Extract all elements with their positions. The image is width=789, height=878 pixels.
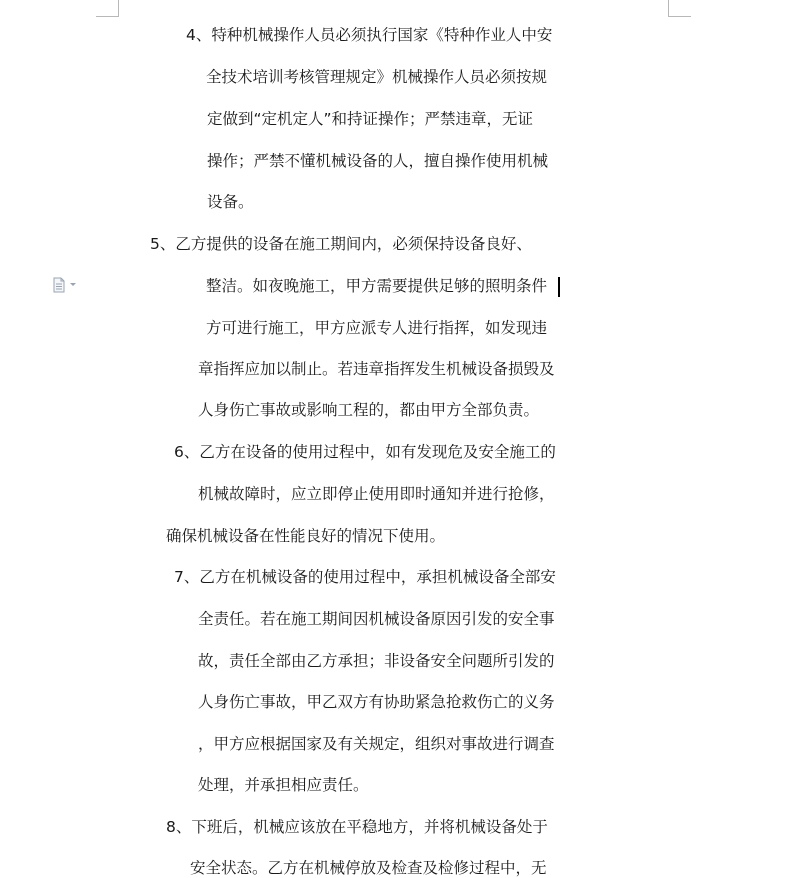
text-line: 故，责任全部由乙方承担；非设备安全问题所引发的 [198,652,555,670]
text-line: 人身伤亡事故或影响工程的，都由甲方全部负责。 [198,401,540,419]
margin-corner-top-right [668,0,691,17]
text-line: 5、乙方提供的设备在施工期间内，必须保持设备良好、 [150,235,532,253]
text-line: 全责任。若在施工期间因机械设备原因引发的安全事 [198,610,555,628]
text-line: 6、乙方在设备的使用过程中，如有发现危及安全施工的 [174,443,556,461]
text-line: 确保机械设备在性能良好的情况下使用。 [166,527,446,545]
margin-corner-top-left [96,0,119,17]
text-line: 全技术培训考核管理规定》机械操作人员必须按规 [206,68,548,86]
text-line: 机械故障时，应立即停止使用即时通知并进行抢修， [198,485,555,503]
paragraph-anchor-icon[interactable] [52,277,80,293]
text-line: 操作；严禁不懂机械设备的人，擅自操作使用机械 [207,152,549,170]
text-line: 定做到“定机定人”和持证操作；严禁违章，无证 [207,110,534,128]
text-line: 处理，并承担相应责任。 [198,776,369,794]
text-line: 7、乙方在机械设备的使用过程中，承担机械设备全部安 [174,568,556,586]
text-cursor [558,277,560,297]
text-line: 8、下班后，机械应该放在平稳地方，并将机械设备处于 [166,818,548,836]
text-line: 整洁。如夜晚施工，甲方需要提供足够的照明条件 [206,277,548,295]
text-line: 设备。 [207,193,254,211]
text-line: 人身伤亡事故，甲乙双方有协助紧急抢救伤亡的义务 [198,693,555,711]
text-line: 章指挥应加以制止。若违章指挥发生机械设备损毁及 [198,360,555,378]
text-line: ，甲方应根据国家及有关规定，组织对事故进行调查 [198,735,555,753]
text-line: 4、特种机械操作人员必须执行国家《特种作业人中安 [186,26,553,44]
text-line: 方可进行施工，甲方应派专人进行指挥，如发现违 [206,319,548,337]
text-line: 安全状态。乙方在机械停放及检查及检修过程中，无 [190,859,547,877]
